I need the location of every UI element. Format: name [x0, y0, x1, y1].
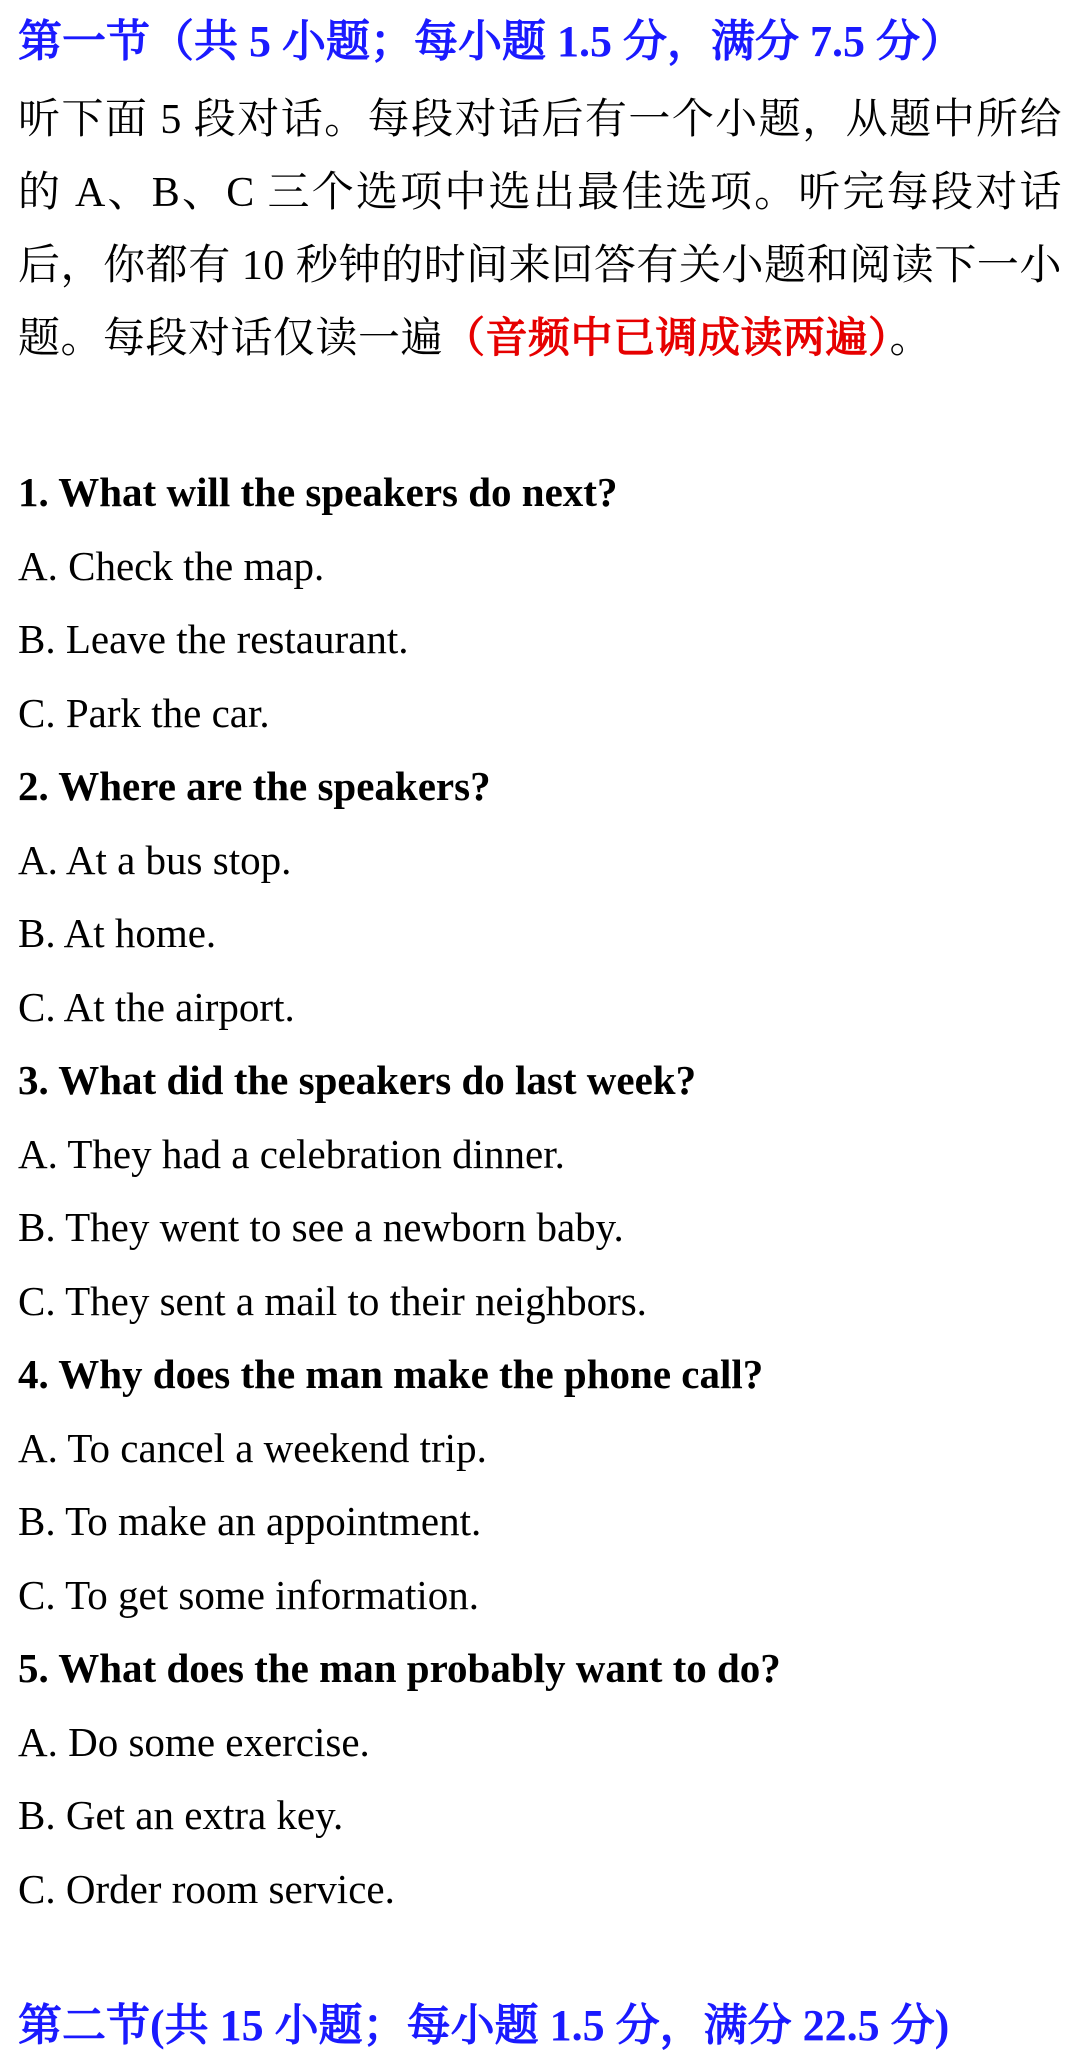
question-stem: 1. What will the speakers do next?: [18, 469, 618, 515]
section-2-title: 第二节(共 15 小题；每小题 1.5 分，满分 22.5 分): [18, 2001, 950, 2050]
option-a: A. To cancel a weekend trip.: [18, 1424, 487, 1471]
option-b: B. At home.: [18, 910, 217, 956]
option-b: B. Leave the restaurant.: [18, 616, 409, 662]
section-1-instructions: [18, 84, 1062, 376]
option-a: A. Check the map.: [18, 542, 325, 589]
option-c: C. Order room service.: [18, 1865, 395, 1912]
section-1-title: 第一节（共 5 小题；每小题 1.5 分，满分 7.5 分）: [18, 17, 964, 66]
question-3: [18, 1044, 1068, 1338]
option-b: B. They went to see a newborn baby.: [18, 1204, 624, 1250]
question-list: [18, 456, 1068, 1926]
question-stem: 5. What does the man probably want to do?: [18, 1645, 781, 1691]
question-5: [18, 1632, 1068, 1926]
question-stem: 3. What did the speakers do last week?: [18, 1057, 697, 1103]
question-4: [18, 1338, 1068, 1632]
question-2: [18, 750, 1068, 1044]
option-c: C. To get some information.: [18, 1571, 479, 1618]
option-c: C. Park the car.: [18, 689, 270, 736]
option-b: B. Get an extra key.: [18, 1792, 344, 1838]
option-a: A. Do some exercise.: [18, 1718, 370, 1765]
option-c: C. At the airport.: [18, 983, 295, 1030]
option-c: C. They sent a mail to their neighbors.: [18, 1277, 647, 1324]
audio-note: （音频中已调成读两遍）: [443, 316, 890, 362]
question-stem: 4. Why does the man make the phone call?: [18, 1351, 764, 1397]
instructions-text: 听下面 5 段对话。每段对话后有一个小题，从题中所给的 A、B、C 三个选项中选出最佳选项。听完每段对话后，你都有 10 秒钟的时间来回答有关小题和阅读下一小题。每段对话仅读一遍: [18, 97, 1062, 362]
instructions-end-punct: 。: [889, 316, 933, 362]
question-1: [18, 456, 1068, 750]
option-b: B. To make an appointment.: [18, 1498, 482, 1544]
option-a: A. At a bus stop.: [18, 836, 292, 883]
question-stem: 2. Where are the speakers?: [18, 763, 491, 809]
option-a: A. They had a celebration dinner.: [18, 1130, 565, 1177]
